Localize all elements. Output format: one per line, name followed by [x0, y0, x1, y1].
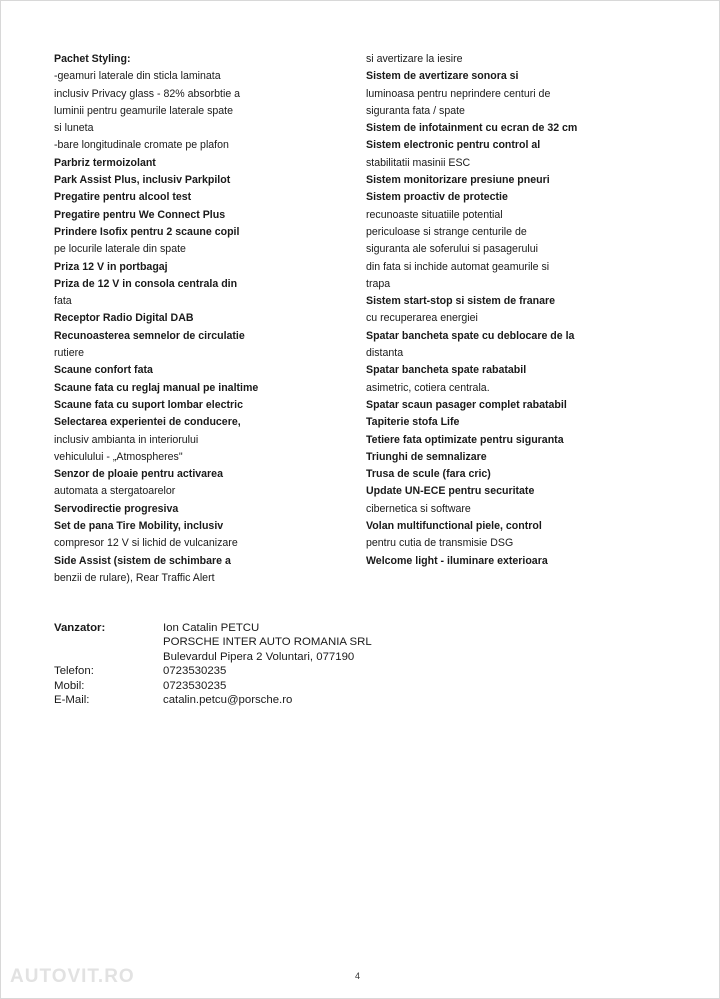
equipment-item-title: Sistem start-stop si sistem de franare: [366, 295, 555, 308]
vendor-company: PORSCHE INTER AUTO ROMANIA SRL: [163, 636, 372, 649]
equipment-item-title: Tapiterie stofa Life: [366, 416, 460, 429]
equipment-item-text: trapa: [366, 277, 391, 290]
equipment-item-text: luminoasa pentru neprindere centuri de: [366, 87, 551, 100]
equipment-item-title: Volan multifunctional piele, control: [366, 520, 542, 533]
equipment-item-text: rutiere: [54, 347, 85, 360]
equipment-item-title: Recunoasterea semnelor de circulatie: [54, 329, 245, 342]
equipment-item-title: Pachet Styling:: [54, 53, 131, 65]
equipment-item-title: Sistem monitorizare presiune pneuri: [366, 174, 550, 187]
equipment-item-title: Scaune fata cu reglaj manual pe inaltime: [54, 381, 259, 394]
equipment-item-text: vehiculului - „Atmospheres": [54, 450, 183, 463]
equipment-item-title: Spatar bancheta spate cu deblocare de la: [366, 329, 575, 342]
equipment-item-title: Parbriz termoizolant: [54, 156, 156, 169]
equipment-item-text: asimetric, cotiera centrala.: [366, 381, 490, 394]
equipment-list-left: [54, 51, 344, 587]
vendor-block: [54, 621, 372, 707]
email-value[interactable]: catalin.petcu@porsche.ro: [163, 694, 293, 707]
equipment-item-title: Triunghi de semnalizare: [366, 450, 487, 463]
phone-label: Telefon:: [54, 665, 94, 678]
equipment-item-title: Trusa de scule (fara cric): [366, 468, 491, 481]
phone-row: [54, 664, 372, 678]
equipment-item-text: benzii de rulare), Rear Traffic Alert: [54, 571, 215, 584]
phone-value[interactable]: 0723530235: [163, 665, 227, 678]
equipment-item-text: -geamuri laterale din sticla laminata: [54, 70, 221, 83]
equipment-item-text: cu recuperarea energiei: [366, 312, 478, 325]
equipment-item-text: inclusiv Privacy glass - 82% absorbtie a: [54, 87, 241, 100]
vendor-row: [54, 621, 372, 664]
equipment-item-title: Sistem electronic pentru control al: [366, 139, 541, 152]
equipment-item-title: Pregatire pentru alcool test: [54, 191, 192, 204]
equipment-item-text: inclusiv ambianta in interiorului: [54, 433, 199, 446]
vendor-address: Bulevardul Pipera 2 Voluntari, 077190: [163, 650, 355, 663]
equipment-item-title: Sistem proactiv de protectie: [366, 191, 508, 204]
equipment-item-title: Tetiere fata optimizate pentru siguranta: [366, 433, 564, 446]
mobile-value[interactable]: 0723530235: [163, 679, 227, 692]
equipment-item-title: Spatar scaun pasager complet rabatabil: [366, 398, 567, 411]
equipment-item-text: si luneta: [54, 122, 94, 135]
equipment-item-title: Servodirectie progresiva: [54, 502, 179, 515]
equipment-item-text: siguranta fata / spate: [366, 104, 465, 117]
equipment-item-text: stabilitatii masinii ESC: [366, 156, 471, 169]
equipment-item-title: Priza 12 V in portbagaj: [54, 260, 168, 273]
email-label: E-Mail:: [54, 694, 90, 707]
equipment-item-text: distanta: [366, 347, 404, 360]
equipment-item-title: Selectarea experientei de conducere,: [54, 416, 241, 429]
equipment-item-title: Pregatire pentru We Connect Plus: [54, 208, 226, 221]
vendor-label: Vanzator:: [54, 622, 106, 634]
equipment-item-title: Update UN-ECE pentru securitate: [366, 485, 535, 498]
equipment-item-text: compresor 12 V si lichid de vulcanizare: [54, 537, 238, 550]
equipment-item-title: Side Assist (sistem de schimbare a: [54, 554, 231, 567]
equipment-item-title: Spatar bancheta spate rabatabil: [366, 364, 527, 377]
mobile-label: Mobil:: [54, 679, 85, 692]
email-row: [54, 693, 372, 707]
page-number: 4: [355, 971, 361, 981]
equipment-item-text: pe locurile laterale din spate: [54, 243, 186, 256]
equipment-item-title: Priza de 12 V in consola centrala din: [54, 277, 238, 290]
vendor-name: Ion Catalin PETCU: [163, 622, 260, 634]
equipment-list-right: [366, 51, 676, 570]
equipment-item-title: Prindere Isofix pentru 2 scaune copil: [54, 225, 240, 238]
equipment-item-text: luminii pentru geamurile laterale spate: [54, 104, 234, 117]
equipment-item-title: Receptor Radio Digital DAB: [54, 312, 194, 325]
equipment-item-text: cibernetica si software: [366, 502, 471, 515]
mobile-row: [54, 679, 372, 693]
equipment-item-text: -bare longitudinale cromate pe plafon: [54, 139, 229, 152]
equipment-item-title: Sistem de avertizare sonora si: [366, 70, 519, 83]
equipment-item-title: Senzor de ploaie pentru activarea: [54, 468, 223, 481]
equipment-item-title: Sistem de infotainment cu ecran de 32 cm: [366, 122, 578, 135]
equipment-item-text: recunoaste situatiile potential: [366, 208, 503, 221]
equipment-item-text: pentru cutia de transmisie DSG: [366, 537, 514, 550]
equipment-item-text: din fata si inchide automat geamurile si: [366, 260, 550, 273]
equipment-item-title: Park Assist Plus, inclusiv Parkpilot: [54, 174, 231, 187]
vendor-values: [163, 621, 372, 664]
equipment-item-title: Scaune fata cu suport lombar electric: [54, 398, 243, 411]
watermark-logo: AUTOVIT.RO: [10, 966, 135, 987]
equipment-item-text: fata: [54, 295, 72, 308]
equipment-item-text: si avertizare la iesire: [366, 53, 463, 65]
equipment-item-title: Welcome light - iluminare exterioara: [366, 554, 548, 567]
equipment-item-text: siguranta ale soferului si pasagerului: [366, 243, 538, 256]
equipment-item-title: Set de pana Tire Mobility, inclusiv: [54, 520, 224, 533]
equipment-item-title: Scaune confort fata: [54, 364, 153, 377]
equipment-item-text: periculoase si strange centurile de: [366, 225, 527, 238]
equipment-item-text: automata a stergatoarelor: [54, 485, 176, 498]
